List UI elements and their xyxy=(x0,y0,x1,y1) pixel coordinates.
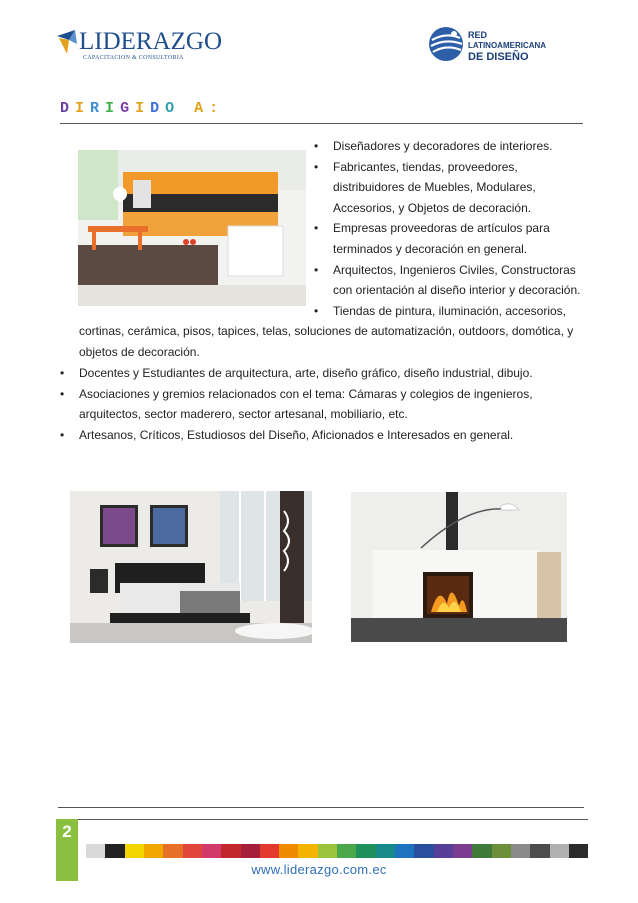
logo-right-line1: RED xyxy=(468,30,488,40)
heading-letter: : xyxy=(209,100,225,117)
red-latinoamericana-logo xyxy=(428,26,558,64)
color-swatch xyxy=(86,844,105,858)
color-swatch xyxy=(318,844,337,858)
footer-line xyxy=(78,819,588,820)
list-item: • Arquitectos, Ingenieros Civiles, Constructoras con orientación al diseño interior y decoración. xyxy=(333,260,591,301)
heading-letter: O xyxy=(165,100,181,117)
color-swatch xyxy=(414,844,433,858)
color-swatch xyxy=(376,844,395,858)
kitchen-photo xyxy=(78,150,306,306)
heading-letter: D xyxy=(150,100,166,117)
color-swatch xyxy=(472,844,491,858)
page-number: 2 xyxy=(62,822,72,841)
color-swatch xyxy=(163,844,182,858)
section-heading xyxy=(60,100,224,117)
color-swatch xyxy=(241,844,260,858)
footer-divider xyxy=(58,807,584,808)
list-item: • Tiendas de pintura, iluminación, accesorios, xyxy=(333,301,591,322)
color-swatch xyxy=(337,844,356,858)
heading-letter: R xyxy=(90,100,106,117)
color-swatch xyxy=(279,844,298,858)
list-item: • Docentes y Estudiantes de arquitectura, arte, diseño gráfico, diseño industrial, dibujo. xyxy=(79,363,594,384)
color-swatch xyxy=(202,844,221,858)
color-swatch xyxy=(530,844,549,858)
color-swatch xyxy=(144,844,163,858)
list-item: • Diseñadores y decoradores de interiores. xyxy=(333,136,591,157)
liderazgo-logo xyxy=(55,28,223,62)
color-swatch xyxy=(550,844,569,858)
list-item-continuation: cortinas, cerámica, pisos, tapices, telas, soluciones de automatización, outdoors, domótica, y objetos de decoración. xyxy=(79,324,574,359)
website-link[interactable]: www.liderazgo.com.ec xyxy=(251,862,387,877)
bedroom-photo xyxy=(70,491,312,643)
heading-letter: D xyxy=(60,100,76,117)
color-strip xyxy=(86,844,588,858)
audience-list-right xyxy=(333,136,591,321)
heading-letter: I xyxy=(135,100,151,117)
color-swatch xyxy=(569,844,588,858)
color-swatch xyxy=(183,844,202,858)
list-item: • Asociaciones y gremios relacionados con el tema: Cámaras y colegios de ingenieros, arquitectos, sector maderero, sector artesanal, mobiliario, etc. xyxy=(79,384,594,425)
list-item: • Artesanos, Críticos, Estudiosos del Diseño, Aficionados e Interesados en general. xyxy=(79,425,594,446)
logo-right-line2: LATINOAMERICANA xyxy=(468,41,547,50)
color-swatch xyxy=(511,844,530,858)
logo-right-line3: DE DISEÑO xyxy=(468,51,529,63)
liderazgo-logo-icon xyxy=(55,28,79,58)
red-latinoamericana-globe-icon xyxy=(428,26,464,62)
heading-letter: A xyxy=(194,100,210,117)
color-swatch xyxy=(395,844,414,858)
color-swatch xyxy=(356,844,375,858)
color-swatch xyxy=(298,844,317,858)
color-swatch xyxy=(260,844,279,858)
heading-letter: I xyxy=(75,100,91,117)
color-swatch xyxy=(105,844,124,858)
heading-letter: G xyxy=(120,100,136,117)
color-swatch xyxy=(492,844,511,858)
list-item: • Fabricantes, tiendas, proveedores, distribuidores de Muebles, Modulares, Accesorios, y Objetos de decoración. xyxy=(333,157,591,219)
fireplace-photo xyxy=(351,492,567,642)
list-item: • Empresas proveedoras de artículos para terminados y decoración en general. xyxy=(333,218,591,259)
logo-tagline: CAPACITACION & CONSULTORIA xyxy=(83,55,184,61)
color-swatch xyxy=(434,844,453,858)
audience-list-full xyxy=(79,363,594,445)
heading-letter: I xyxy=(105,100,121,117)
color-swatch xyxy=(453,844,472,858)
color-swatch xyxy=(125,844,144,858)
logo-name: LIDERAZGO xyxy=(79,28,223,55)
divider xyxy=(60,123,583,124)
color-swatch xyxy=(221,844,240,858)
